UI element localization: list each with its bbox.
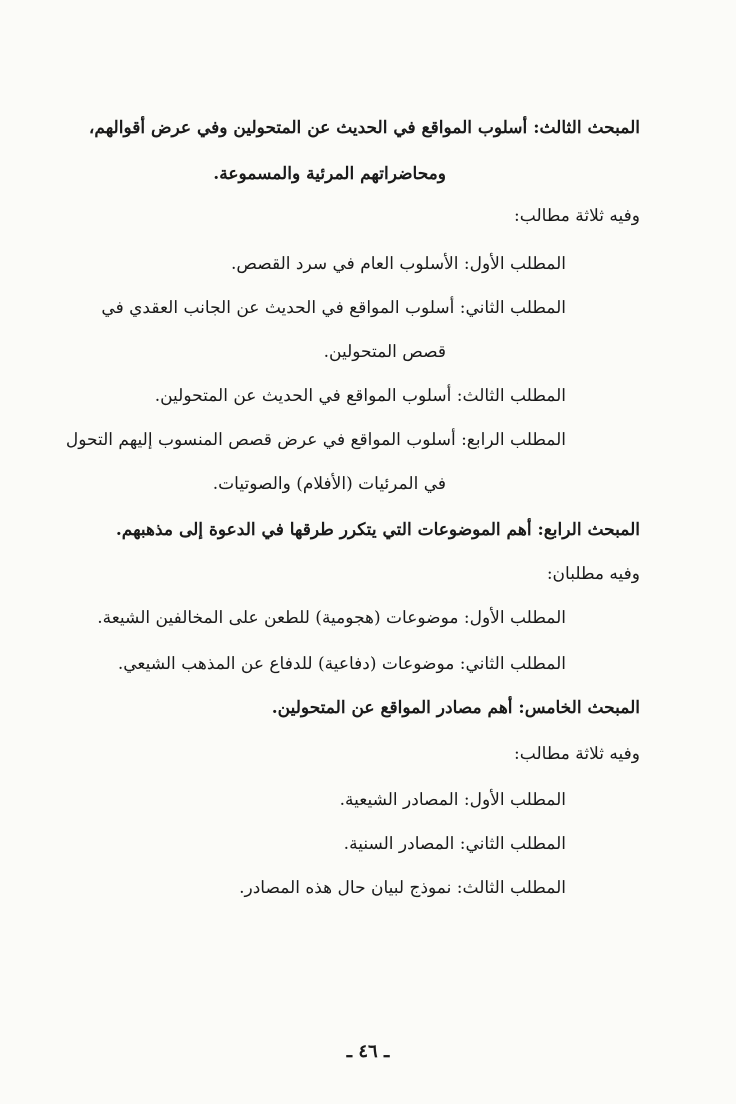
section-4-subsection-1: المطلب الأول: موضوعات (هجومية) للطعن على المخالفين الشيعة. xyxy=(97,608,566,628)
section-4-intro: وفيه مطلبان: xyxy=(546,564,640,584)
section-5-heading: المبحث الخامس: أهم مصادر المواقع عن المتحولين. xyxy=(271,698,640,718)
section-3-subsection-2: المطلب الثاني: أسلوب المواقع في الحديث عن الجانب العقدي في xyxy=(101,298,566,318)
section-3-subsection-2-continued: قصص المتحولين. xyxy=(323,342,446,362)
section-5-subsection-1: المطلب الأول: المصادر الشيعية. xyxy=(339,790,566,810)
section-3-subsection-3: المطلب الثالث: أسلوب المواقع في الحديث عن المتحولين. xyxy=(154,386,566,406)
section-4-heading: المبحث الرابع: أهم الموضوعات التي يتكرر طرقها في الدعوة إلى مذهبهم. xyxy=(115,520,640,540)
section-3-heading-continued: ومحاضراتهم المرئية والمسموعة. xyxy=(213,164,446,184)
section-3-subsection-4: المطلب الرابع: أسلوب المواقع في عرض قصص المنسوب إليهم التحول xyxy=(65,430,566,450)
section-4-subsection-2: المطلب الثاني: موضوعات (دفاعية) للدفاع عن المذهب الشيعي. xyxy=(117,654,566,674)
section-3-subsection-4-continued: في المرئيات (الأفلام) والصوتيات. xyxy=(212,474,446,494)
section-3-heading: المبحث الثالث: أسلوب المواقع في الحديث عن المتحولين وفي عرض أقوالهم، xyxy=(88,118,640,138)
section-3-intro: وفيه ثلاثة مطالب: xyxy=(514,206,640,226)
section-5-subsection-3: المطلب الثالث: نموذج لبيان حال هذه المصادر. xyxy=(239,878,566,898)
page-number: ـ ٤٦ ـ xyxy=(346,1041,390,1062)
section-3-subsection-1: المطلب الأول: الأسلوب العام في سرد القصص. xyxy=(231,254,566,274)
section-5-intro: وفيه ثلاثة مطالب: xyxy=(514,744,640,764)
section-5-subsection-2: المطلب الثاني: المصادر السنية. xyxy=(343,834,566,854)
